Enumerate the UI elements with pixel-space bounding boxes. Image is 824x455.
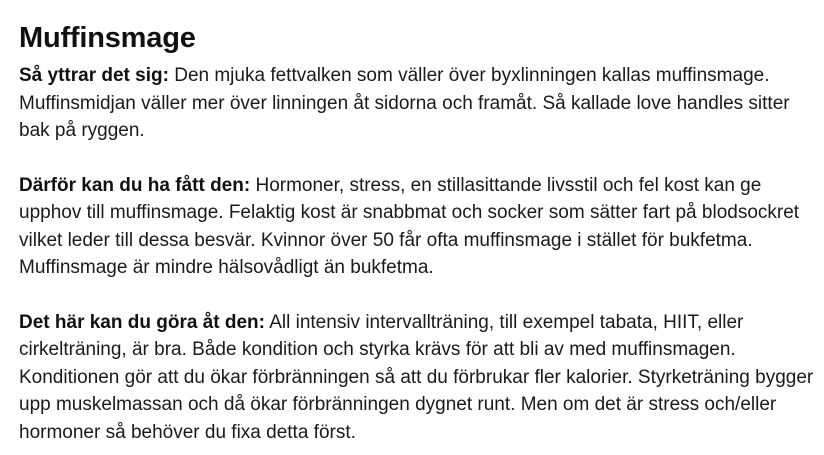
section-symptoms-heading: Så yttrar det sig: <box>19 65 169 86</box>
article <box>19 18 819 446</box>
section-causes <box>19 172 819 282</box>
section-symptoms-text: Den mjuka fettvalken som väller över byxlinningen kallas muffinsmage. Muffinsmidjan väller mer över linningen åt sidorna och framåt. Så kallade love handles sitter bak på ryggen. <box>19 65 790 141</box>
section-remedies-text: All intensiv intervallträning, till exempel tabata, HIIT, eller cirkelträning, är bra. Både kondition och styrka krävs för att bli av med muffinsmagen. Konditionen gör att du ökar förbränningen så att du förbrukar fler kalorier. Styrketräning bygger upp muskelmassan och då ökar förbränningen dygnet runt. Men om det är stress och/eller hormoner så behöver du fixa detta först. <box>19 311 814 443</box>
section-remedies-heading: Det här kan du göra åt den: <box>19 311 265 333</box>
section-symptoms <box>19 62 819 145</box>
section-causes-text: Hormoner, stress, en stillasittande livsstil och fel kost kan ge upphov till muffinsmage. Felaktig kost är snabbmat och socker som sätter fart på blodsockret vilket leder till dessa besvär. Kvinnor över 50 får ofta muffinsmage i stället för bukfetma. Muffinsmage är mindre hälsovådligt än bukfetma. <box>19 174 800 278</box>
section-remedies <box>19 309 819 447</box>
article-title: Muffinsmage <box>19 22 196 54</box>
section-causes-heading: Därför kan du ha fått den: <box>19 174 251 196</box>
